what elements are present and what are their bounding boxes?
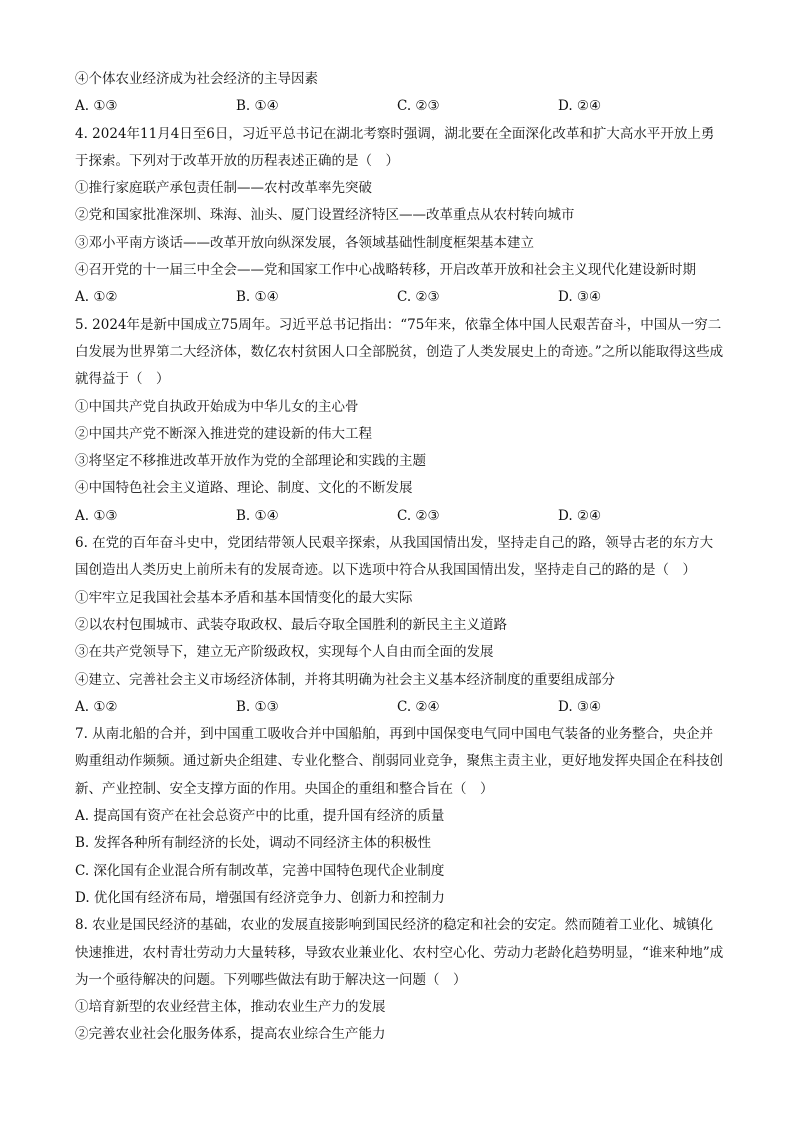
option-a: A. ①③: [75, 507, 118, 524]
question-item: ①培育新型的农业经营主体，推动农业生产力的发展: [75, 999, 386, 1016]
option-a: A. 提高国有资产在社会总资产中的比重，提升国有经济的质量: [75, 808, 445, 825]
question-item: ④中国特色社会主义道路、理论、制度、文化的不断发展: [75, 480, 413, 497]
question-item: ④召开党的十一届三中全会——党和国家工作中心战略转移，开启改革开放和社会主义现代化建设新时期: [75, 262, 696, 279]
question-item: ④建立、完善社会主义市场经济体制，并将其明确为社会主义基本经济制度的重要组成部分: [75, 671, 615, 688]
question-item: ②完善农业社会化服务体系，提高农业综合生产能力: [75, 1026, 386, 1043]
option-c: C. 深化国有企业混合所有制改革，完善中国特色现代企业制度: [75, 862, 445, 879]
question-5: [75, 312, 725, 530]
question-8: [75, 912, 725, 1048]
question-item: ①推行家庭联产承包责任制——农村改革率先突破: [75, 180, 372, 197]
option-b: B. ①③: [236, 698, 279, 715]
answer-options: [75, 503, 725, 530]
question-item: ③将坚定不移推进改革开放作为党的全部理论和实践的主题: [75, 453, 426, 470]
option-d: D. 优化国有经济布局，增强国有经济竞争力、创新力和控制力: [75, 889, 445, 906]
answer-options: [75, 93, 725, 120]
option-a: A. ①③: [75, 98, 118, 115]
question-item: ②以农村包围城市、武装夺取政权、最后夺取全国胜利的新民主主义道路: [75, 616, 507, 633]
question-stem: 6. 在党的百年奋斗史中，党团结带领人民艰辛探索，从我国国情出发，坚持走自己的路，领导古老的东方大国创造出人类历史上前所未有的发展奇迹。以下选项中符合从我国国情出发，坚持走自己的路的是（ ）: [75, 535, 714, 579]
question-item: ③在共产党领导下，建立无产阶级政权，实现每个人自由而全面的发展: [75, 644, 494, 661]
option-c: C. ②④: [397, 698, 440, 715]
option-b: B. ①④: [236, 289, 279, 306]
question-item: ②中国共产党不断深入推进党的建设新的伟大工程: [75, 425, 372, 442]
question-stem: 4. 2024年11月4日至6日，习近平总书记在湖北考察时强调，湖北要在全面深化改革和扩大高水平开放上勇于探索。下列对于改革开放的历程表述正确的是（ ）: [75, 125, 715, 169]
option-a: A. ①②: [75, 698, 118, 715]
option-d: D. ③④: [558, 289, 602, 306]
option-b: B. ①④: [236, 98, 279, 115]
document-page: [75, 66, 725, 1049]
question-stem: 7. 从南北船的合并，到中国重工吸收合并中国船舶，再到中国保变电气同中国电气装备的业务整合，央企并购重组动作频频。通过新央企组建、专业化整合、削弱同业竞争，聚焦主责主业，更好地发挥央国企在科技创新、产业控制、安全支撑方面的作用。央国企的重组和整合旨在（ ）: [75, 726, 723, 797]
question-item: ④个体农业经济成为社会经济的主导因素: [75, 71, 318, 87]
option-c: C. ②③: [397, 289, 440, 306]
option-c: C. ②③: [397, 507, 440, 524]
question-item: ②党和国家批准深圳、珠海、汕头、厦门设置经济特区——改革重点从农村转向城市: [75, 207, 575, 224]
option-b: B. 发挥各种所有制经济的长处，调动不同经济主体的积极性: [75, 835, 432, 852]
answer-options: [75, 694, 725, 721]
option-d: D. ③④: [558, 698, 602, 715]
option-a: A. ①②: [75, 289, 118, 306]
question-item: ①牢牢立足我国社会基本矛盾和基本国情变化的最大实际: [75, 589, 413, 606]
question-item: ①中国共产党自执政开始成为中华儿女的主心骨: [75, 398, 359, 415]
question-4: [75, 121, 725, 312]
option-d: D. ②④: [558, 98, 602, 115]
question-6: [75, 530, 725, 721]
option-c: C. ②③: [397, 98, 440, 115]
question-7: [75, 721, 725, 912]
answer-options: [75, 284, 725, 311]
question-stem: 5. 2024年是新中国成立75周年。习近平总书记指出：“75年来，依靠全体中国人民艰苦奋斗，中国从一穷二白发展为世界第二大经济体，数亿农村贫困人口全部脱贫，创造了人类发展史上的奇迹。”之所以能取得这些成就得益于（ ）: [75, 316, 724, 388]
question-stem: 8. 农业是国民经济的基础，农业的发展直接影响到国民经济的稳定和社会的安定。然而随着工业化、城镇化快速推进，农村青壮劳动力大量转移，导致农业兼业化、农村空心化、劳动力老龄化趋势明显，“谁来种地”成为一个亟待解决的问题。下列哪些做法有助于解决这一问题（ ）: [75, 917, 724, 988]
question-item: ③邓小平南方谈话——改革开放向纵深发展，各领域基础性制度框架基本建立: [75, 234, 534, 251]
option-b: B. ①④: [236, 507, 279, 524]
option-d: D. ②④: [558, 507, 602, 524]
